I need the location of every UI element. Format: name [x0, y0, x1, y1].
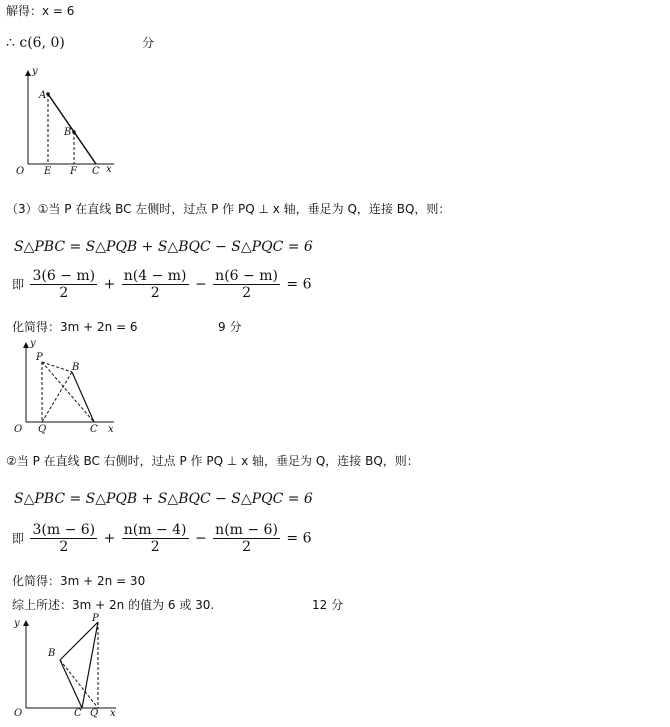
simplified-result-2: 化简得：3m + 2n = 30	[12, 574, 146, 588]
fraction-1	[30, 522, 97, 555]
denominator: 2	[242, 539, 252, 555]
label-o: O	[14, 708, 23, 719]
segment-bc	[72, 372, 94, 422]
prefix-ji: 即	[12, 531, 25, 546]
case-2-statement: ②当 P 在直线 BC 右侧时，过点 P 作 PQ ⊥ x 轴，垂足为 Q，连接 BQ，则：	[6, 454, 419, 468]
label-c: C	[74, 708, 82, 719]
score-mark-9: 9 分	[218, 320, 242, 334]
y-axis-arrow	[23, 342, 29, 348]
numerator: 3(6 − m)	[32, 268, 96, 284]
prefix-ji: 即	[12, 277, 25, 292]
operator: −	[194, 276, 207, 293]
label-x: x	[108, 424, 114, 435]
operator: +	[103, 276, 116, 293]
label-p: P	[36, 352, 43, 363]
numerator: 3(m − 6)	[32, 522, 96, 538]
label-c: C	[92, 166, 100, 176]
point-b	[72, 130, 76, 134]
label-b: B	[72, 362, 80, 373]
equals-six: = 6	[286, 530, 312, 547]
label-a: A	[39, 90, 47, 101]
label-y: y	[32, 66, 38, 77]
fraction-3	[213, 268, 280, 301]
label-q: Q	[90, 708, 99, 719]
label-f: F	[70, 166, 77, 176]
denominator: 2	[242, 285, 252, 301]
label-x: x	[110, 708, 116, 719]
equals-six: = 6	[286, 276, 312, 293]
denominator: 2	[59, 285, 69, 301]
numerator: n(m − 4)	[123, 522, 187, 538]
fraction-2	[122, 268, 189, 301]
point-a	[46, 92, 50, 96]
case-1-statement: （3）①当 P 在直线 BC 左侧时，过点 P 作 PQ ⊥ x 轴，垂足为 Q，连接 BQ，则：	[6, 202, 451, 216]
label-o: O	[16, 166, 25, 176]
label-b: B	[48, 648, 56, 659]
line-ac	[48, 94, 96, 164]
numerator: n(m − 6)	[215, 522, 278, 538]
label-e: E	[44, 166, 52, 176]
denominator: 2	[150, 285, 160, 301]
operator: +	[103, 530, 116, 547]
simplified-result-1: 化简得：3m + 2n = 6	[12, 320, 138, 334]
figure-3	[10, 612, 125, 720]
operator: −	[194, 530, 207, 547]
point-c-coordinates: ∴ c(6, 0)	[6, 35, 65, 51]
solve-result: 解得：x = 6	[6, 4, 75, 18]
fraction-equation-2	[12, 522, 311, 555]
label-y: y	[14, 618, 20, 629]
conclusion: 综上所述：3m + 2n 的值为 6 或 30.	[12, 598, 215, 612]
figure-2	[10, 338, 125, 436]
label-q: Q	[38, 424, 47, 435]
figure-1	[10, 64, 130, 176]
fraction-2	[122, 522, 189, 555]
numerator: n(4 − m)	[123, 268, 187, 284]
fraction-equation-1	[12, 268, 311, 301]
numerator: n(6 − m)	[215, 268, 278, 284]
label-p: P	[92, 613, 99, 624]
fraction-3	[213, 522, 280, 555]
score-mark-12: 12 分	[312, 598, 344, 612]
area-equation-1: S△PBC = S△PQB + S△BQC − S△PQC = 6	[14, 239, 313, 255]
label-c: C	[90, 424, 98, 435]
denominator: 2	[59, 539, 69, 555]
fraction-1	[30, 268, 97, 301]
segment-qb	[42, 372, 72, 422]
area-equation-2: S△PBC = S△PQB + S△BQC − S△PQC = 6	[14, 491, 313, 507]
label-y: y	[30, 338, 36, 349]
label-x: x	[106, 164, 112, 175]
y-axis-arrow	[25, 70, 31, 76]
denominator: 2	[150, 539, 160, 555]
y-axis-arrow	[23, 620, 29, 626]
label-o: O	[14, 424, 23, 435]
label-b: B	[64, 127, 72, 138]
score-mark: 分	[142, 36, 155, 50]
